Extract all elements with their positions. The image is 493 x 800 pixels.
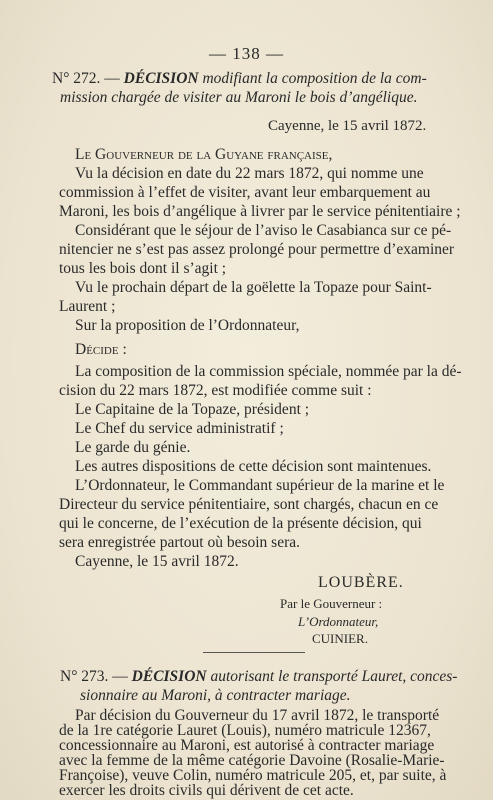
decision-273-heading-line-2: sionnaire au Maroni, à contracter mariage. bbox=[80, 687, 351, 704]
decision-273-heading-line-1 bbox=[60, 668, 457, 686]
body-line: Par décision du Gouverneur du 17 avril 1872, le transporté bbox=[75, 707, 440, 724]
body-line: Maroni, les bois d’angélique à livrer par le service pénitentiaire ; bbox=[59, 203, 461, 220]
body-line: Le Capitaine de la Topaze, président ; bbox=[75, 401, 310, 418]
decision-272-heading-line-1 bbox=[52, 70, 427, 88]
signature-by: Par le Gouverneur : bbox=[280, 596, 383, 611]
page-number: — 138 — bbox=[209, 44, 284, 63]
signature: LOUBÈRE. bbox=[318, 574, 404, 591]
body-line: La composition de la commission spéciale, nommée par la dé- bbox=[75, 363, 462, 380]
body-line: Cayenne, le 15 avril 1872. bbox=[75, 553, 239, 570]
body-line: de la 1re catégorie Lauret (Louis), numéro matricule 12367, bbox=[59, 722, 431, 739]
signature-name: CUINIER. bbox=[312, 631, 368, 646]
decision-273-keyword: DÉCISION bbox=[131, 668, 207, 685]
body-line: tous les bois dont il s’agit ; bbox=[59, 260, 227, 277]
body-line: commission à l’effet de visiter, avant leur embarquement au bbox=[59, 184, 431, 201]
decision-272-place-date: Cayenne, le 15 avril 1872. bbox=[268, 118, 427, 134]
body-line: Vu le prochain départ de la goëlette la Topaze pour Saint- bbox=[75, 279, 432, 296]
body-line: nitencier ne s’est pas assez prolongé pour permettre d’examiner bbox=[59, 241, 455, 258]
decision-273-number: N° 273. — bbox=[60, 668, 132, 685]
body-line: cision du 22 mars 1872, est modifiée comme suit : bbox=[59, 382, 372, 399]
signature-role: L’Ordonnateur, bbox=[298, 614, 379, 629]
body-line: qui le concerne, de l’exécution de la présente décision, qui bbox=[59, 515, 422, 532]
body-line: Les autres dispositions de cette décision sont maintenues. bbox=[75, 458, 432, 475]
separator-rule bbox=[203, 652, 305, 653]
body-line: Considérant que le séjour de l’aviso le Casabianca sur ce pé- bbox=[75, 222, 452, 239]
body-line: exercer les droits civils qui dérivent de cet acte. bbox=[59, 782, 354, 799]
body-line: Le Chef du service administratif ; bbox=[75, 420, 284, 437]
body-line: Le garde du génie. bbox=[75, 439, 191, 456]
decision-272-heading-line-2: mission chargée de visiter au Maroni le bois d’angélique. bbox=[60, 89, 418, 106]
decide-label: Décide : bbox=[75, 341, 127, 358]
body-line: Françoise), veuve Colin, numéro matricule 205, et, par suite, à bbox=[59, 767, 447, 784]
body-line: avec la femme de la même catégorie Davoine (Rosalie-Marie- bbox=[59, 752, 445, 769]
body-line: Le Gouverneur de la Guyane française, bbox=[75, 146, 333, 163]
body-line: Vu la décision en date du 22 mars 1872, qui nomme une bbox=[75, 165, 424, 182]
body-line: L’Ordonnateur, le Commandant supérieur de la marine et le bbox=[75, 477, 445, 494]
decision-273-title-part: autorisant le transporté Lauret, conces- bbox=[206, 668, 458, 685]
decision-272-number: N° 272. — bbox=[52, 70, 124, 87]
body-line: Directeur du service pénitentiaire, sont chargés, chacun en ce bbox=[59, 496, 439, 513]
decision-272-keyword: DÉCISION bbox=[123, 70, 199, 87]
body-line: sera enregistrée partout où besoin sera. bbox=[59, 534, 301, 551]
body-line: concessionnaire au Maroni, est autorisé à contracter mariage bbox=[59, 737, 435, 754]
body-line: Sur la proposition de l’Ordonnateur, bbox=[75, 317, 300, 334]
decision-272-title-part: modifiant la composition de la com- bbox=[198, 70, 427, 87]
body-line: Laurent ; bbox=[59, 298, 116, 315]
